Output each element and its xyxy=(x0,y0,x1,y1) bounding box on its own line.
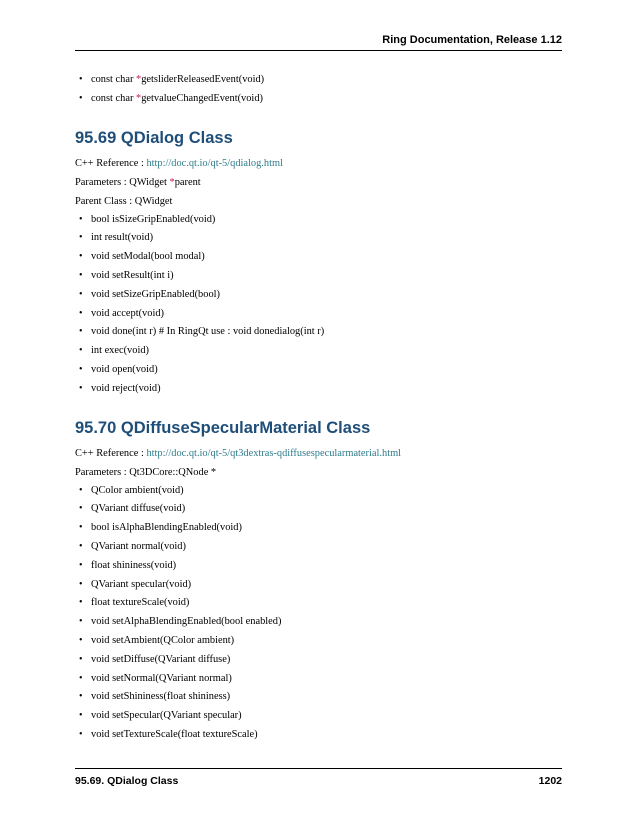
section-title-qdiffusespecularmaterial: 95.70 QDiffuseSpecularMaterial Class xyxy=(75,418,371,437)
method-list xyxy=(75,482,565,745)
list-item: • QVariant specular(void) xyxy=(91,576,565,595)
list-item: • void setSpecular(QVariant specular) xyxy=(91,707,565,726)
list-item: • void reject(void) xyxy=(91,380,565,399)
list-item: • void setNormal(QVariant normal) xyxy=(91,670,565,689)
list-item: • const char *getvalueChangedEvent(void) xyxy=(91,90,565,109)
list-item: • QColor ambient(void) xyxy=(91,482,565,501)
reference-link[interactable]: http://doc.qt.io/qt-5/qdialog.html xyxy=(146,157,283,169)
page-number: 1202 xyxy=(538,775,562,787)
section-title-qdialog: 95.69 QDialog Class xyxy=(75,128,233,147)
list-item: • QVariant normal(void) xyxy=(91,538,565,557)
parameters: Parameters : Qt3DCore::QNode * xyxy=(75,466,217,478)
list-item: • float textureScale(void) xyxy=(91,594,565,613)
list-item: • void done(int r) # In RingQt use : void donedialog(int r) xyxy=(91,323,565,342)
list-item: • void setShininess(float shininess) xyxy=(91,688,565,707)
list-item: • void open(void) xyxy=(91,361,565,380)
page-footer xyxy=(75,768,562,787)
method-list xyxy=(75,211,565,399)
reference-link[interactable]: http://doc.qt.io/qt-5/qt3dextras-qdiffusespecularmaterial.html xyxy=(146,447,402,459)
footer-section: 95.69. QDialog Class xyxy=(75,775,179,787)
parent-class: Parent Class : QWidget xyxy=(75,195,173,207)
list-item: • void setResult(int i) xyxy=(91,267,565,286)
list-item: • QVariant diffuse(void) xyxy=(91,500,565,519)
list-item: • void setAmbient(QColor ambient) xyxy=(91,632,565,651)
list-item: • void setAlphaBlendingEnabled(bool enabled) xyxy=(91,613,565,632)
list-item: • int result(void) xyxy=(91,229,565,248)
list-item: • void setSizeGripEnabled(bool) xyxy=(91,286,565,305)
list-item: • void setModal(bool modal) xyxy=(91,248,565,267)
list-item: • void accept(void) xyxy=(91,305,565,324)
page-content xyxy=(75,71,565,745)
list-item: • int exec(void) xyxy=(91,342,565,361)
list-item: • void setTextureScale(float textureScale) xyxy=(91,726,565,745)
list-item: • float shininess(void) xyxy=(91,557,565,576)
list-item: • bool isSizeGripEnabled(void) xyxy=(91,211,565,230)
intro-list xyxy=(75,71,565,109)
list-item: • const char *getsliderReleasedEvent(void) xyxy=(91,71,565,90)
cpp-reference: C++ Reference : http://doc.qt.io/qt-5/qdialog.html xyxy=(75,157,283,169)
parameters: Parameters : QWidget *parent xyxy=(75,176,201,188)
header-title: Ring Documentation, Release 1.12 xyxy=(382,34,562,46)
list-item: • bool isAlphaBlendingEnabled(void) xyxy=(91,519,565,538)
page-header xyxy=(75,32,562,51)
cpp-reference: C++ Reference : http://doc.qt.io/qt-5/qt3dextras-qdiffusespecularmaterial.html xyxy=(75,447,402,459)
list-item: • void setDiffuse(QVariant diffuse) xyxy=(91,651,565,670)
